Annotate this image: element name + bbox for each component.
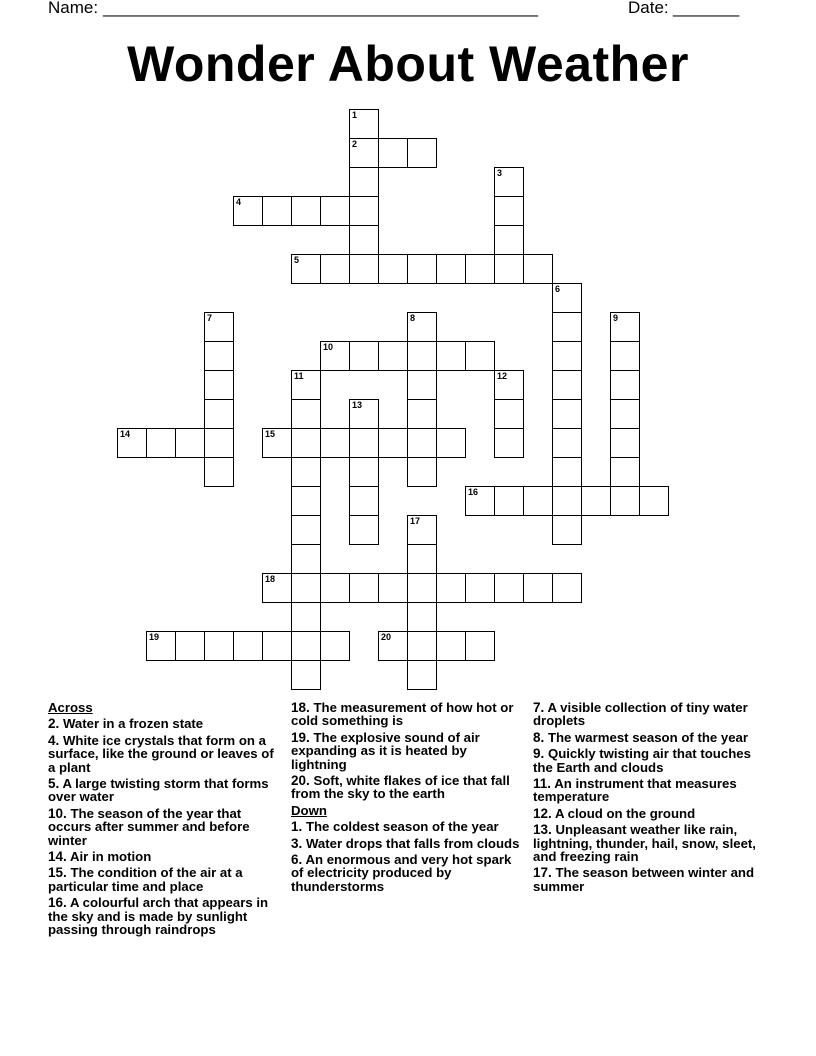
crossword-cell[interactable] [494, 196, 524, 226]
cell-number: 15 [265, 429, 276, 439]
cell-number: 20 [381, 632, 392, 642]
crossword-cell[interactable] [610, 399, 640, 429]
crossword-cell[interactable] [407, 660, 437, 690]
clue-down-8: 8. The warmest season of the year [533, 729, 749, 745]
crossword-cell[interactable] [349, 486, 379, 516]
crossword-cell[interactable] [436, 428, 466, 458]
cell-number: 5 [294, 255, 300, 265]
clue-down-3: 3. Water drops that falls from clouds [291, 835, 520, 851]
clue-across-19: 19. The explosive sound of air expanding as it is heated by lightning [291, 729, 480, 772]
clue-down-13: 13. Unpleasant weather like rain, lightning, thunder, hail, snow, sleet, and freezing rain [533, 822, 756, 865]
crossword-cell[interactable] [175, 631, 205, 661]
crossword-cell[interactable] [349, 457, 379, 487]
crossword-cell[interactable] [146, 631, 176, 661]
crossword-cell[interactable] [552, 573, 582, 603]
crossword-cell[interactable] [552, 515, 582, 545]
clue-across-15: 15. The condition of the air at a particular time and place [48, 865, 243, 894]
crossword-cell[interactable] [291, 631, 321, 661]
crossword-cell[interactable] [349, 109, 379, 139]
clue-down-12: 12. A cloud on the ground [533, 805, 696, 821]
crossword-cell[interactable] [146, 428, 176, 458]
crossword-cell[interactable] [407, 138, 437, 168]
across-heading: Across [48, 700, 93, 715]
crossword-cell[interactable] [407, 631, 437, 661]
clue-across-18: 18. The measurement of how hot or cold something is [291, 700, 514, 729]
clue-across-16: 16. A colourful arch that appears in the sky and is made by sunlight passing through raindrops [48, 895, 269, 938]
crossword-cell[interactable] [552, 486, 582, 516]
crossword-cell[interactable] [320, 631, 350, 661]
crossword-cell[interactable] [320, 254, 350, 284]
clue-down-17: 17. The season between winter and summer [533, 865, 755, 894]
crossword-cell[interactable] [465, 341, 495, 371]
crossword-cell[interactable] [610, 457, 640, 487]
crossword-cell[interactable] [291, 515, 321, 545]
crossword-cell[interactable] [610, 312, 640, 342]
crossword-cell[interactable] [262, 196, 292, 226]
cell-number: 10 [323, 342, 334, 352]
crossword-cell[interactable] [204, 428, 234, 458]
crossword-cell[interactable] [494, 428, 524, 458]
crossword-cell[interactable] [349, 573, 379, 603]
cell-number: 18 [265, 574, 276, 584]
crossword-cell[interactable] [233, 631, 263, 661]
clue-column-1 [48, 701, 280, 940]
crossword-cell[interactable] [204, 312, 234, 342]
crossword-cell[interactable] [320, 428, 350, 458]
crossword-cell[interactable] [407, 428, 437, 458]
crossword-cell[interactable] [465, 254, 495, 284]
crossword-cell[interactable] [465, 573, 495, 603]
crossword-cell[interactable] [552, 428, 582, 458]
cell-number: 7 [207, 313, 213, 323]
crossword-cell[interactable] [610, 341, 640, 371]
clue-down-11: 11. An instrument that measures temperature [533, 776, 737, 805]
crossword-cell[interactable] [349, 254, 379, 284]
crossword-cell[interactable] [436, 341, 466, 371]
crossword-cell[interactable] [494, 225, 524, 255]
clue-column-3 [533, 701, 765, 896]
crossword-cell[interactable] [436, 573, 466, 603]
crossword-cell[interactable] [407, 602, 437, 632]
crossword-cell[interactable] [494, 370, 524, 400]
cell-number: 12 [497, 371, 508, 381]
crossword-cell[interactable] [407, 399, 437, 429]
crossword-cell[interactable] [523, 486, 553, 516]
date-blank[interactable]: _______ [673, 0, 740, 17]
crossword-cell[interactable] [378, 138, 408, 168]
cell-number: 2 [352, 139, 358, 149]
crossword-cell[interactable] [552, 341, 582, 371]
date-label: Date: [628, 0, 669, 17]
clue-across-2: 2. Water in a frozen state [48, 716, 204, 732]
page-title: Wonder About Weather [127, 36, 689, 92]
crossword-cell[interactable] [465, 631, 495, 661]
crossword-cell[interactable] [610, 370, 640, 400]
crossword-cell[interactable] [407, 254, 437, 284]
crossword-cell[interactable] [291, 457, 321, 487]
cell-number: 9 [613, 313, 619, 323]
name-blank[interactable]: ______________________________________________ [103, 0, 538, 17]
crossword-cell[interactable] [378, 631, 408, 661]
crossword-cell[interactable] [523, 254, 553, 284]
crossword-cell[interactable] [291, 254, 321, 284]
down-heading: Down [291, 802, 327, 818]
crossword-cell[interactable] [349, 225, 379, 255]
crossword-cell[interactable] [610, 486, 640, 516]
crossword-cell[interactable] [117, 428, 147, 458]
cell-number: 19 [149, 632, 160, 642]
crossword-cell[interactable] [204, 457, 234, 487]
crossword-cell[interactable] [610, 428, 640, 458]
crossword-cell[interactable] [494, 254, 524, 284]
crossword-cell[interactable] [204, 341, 234, 371]
crossword-cell[interactable] [320, 573, 350, 603]
crossword-cell[interactable] [262, 428, 292, 458]
crossword-cell[interactable] [204, 370, 234, 400]
clue-across-4: 4. White ice crystals that form on a surface, like the ground or leaves of a plant [48, 732, 274, 775]
crossword-cell[interactable] [291, 399, 321, 429]
crossword-cell[interactable] [494, 573, 524, 603]
crossword-cell[interactable] [407, 457, 437, 487]
crossword-cell[interactable] [436, 631, 466, 661]
name-label: Name: [48, 0, 99, 17]
cell-number: 8 [410, 313, 416, 323]
clue-down-9: 9. Quickly twisting air that touches the Earth and clouds [533, 746, 751, 775]
crossword-cell[interactable] [291, 573, 321, 603]
crossword-cell[interactable] [320, 341, 350, 371]
crossword-cell[interactable] [291, 370, 321, 400]
cell-number: 3 [497, 168, 503, 178]
cell-number: 11 [294, 371, 304, 381]
crossword-cell[interactable] [407, 312, 437, 342]
crossword-cell[interactable] [465, 486, 495, 516]
crossword-cell[interactable] [291, 196, 321, 226]
crossword-cell[interactable] [494, 399, 524, 429]
crossword-cell[interactable] [349, 167, 379, 197]
crossword-cell[interactable] [349, 515, 379, 545]
crossword-cell[interactable] [552, 457, 582, 487]
clue-across-20: 20. Soft, white flakes of ice that fall from the sky to the earth [291, 773, 510, 802]
crossword-cell[interactable] [523, 573, 553, 603]
crossword-cell[interactable] [291, 428, 321, 458]
cell-number: 17 [410, 516, 421, 526]
crossword-cell[interactable] [349, 341, 379, 371]
crossword-cell[interactable] [378, 254, 408, 284]
crossword-cell[interactable] [581, 486, 611, 516]
crossword-cell[interactable] [291, 544, 321, 574]
crossword-cell[interactable] [378, 573, 408, 603]
crossword-cell[interactable] [378, 428, 408, 458]
crossword-cell[interactable] [407, 515, 437, 545]
crossword-cell[interactable] [407, 370, 437, 400]
crossword-cell[interactable] [552, 370, 582, 400]
clue-across-14: 14. Air in motion [48, 849, 152, 865]
cell-number: 16 [468, 487, 479, 497]
crossword-cell[interactable] [320, 196, 350, 226]
crossword-cell[interactable] [291, 660, 321, 690]
crossword-cell[interactable] [407, 544, 437, 574]
crossword-cell[interactable] [349, 428, 379, 458]
cell-number: 4 [236, 197, 242, 207]
clue-across-10: 10. The season of the year that occurs after summer and before winter [48, 805, 250, 848]
crossword-cell[interactable] [552, 283, 582, 313]
crossword-cell[interactable] [494, 167, 524, 197]
crossword-cell[interactable] [349, 138, 379, 168]
crossword-cell[interactable] [233, 196, 263, 226]
crossword-cell[interactable] [262, 573, 292, 603]
crossword-cell[interactable] [407, 341, 437, 371]
clue-down-1: 1. The coldest season of the year [291, 819, 499, 835]
clue-down-6: 6. An enormous and very hot spark of electricity produced by thunderstorms [291, 852, 512, 894]
cell-number: 6 [555, 284, 561, 294]
cell-number: 13 [352, 400, 363, 410]
cell-number: 14 [120, 429, 131, 439]
crossword-cell[interactable] [639, 486, 669, 516]
crossword-cell[interactable] [349, 196, 379, 226]
clue-down-7: 7. A visible collection of tiny water droplets [533, 700, 748, 729]
crossword-cell[interactable] [378, 341, 408, 371]
crossword-cell[interactable] [291, 602, 321, 632]
clue-column-2 [291, 701, 521, 896]
crossword-cell[interactable] [291, 486, 321, 516]
crossword-cell[interactable] [175, 428, 205, 458]
crossword-cell[interactable] [552, 312, 582, 342]
crossword-cell[interactable] [204, 399, 234, 429]
crossword-cell[interactable] [407, 573, 437, 603]
crossword-cell[interactable] [262, 631, 292, 661]
crossword-cell[interactable] [552, 399, 582, 429]
crossword-cell[interactable] [436, 254, 466, 284]
clue-across-5: 5. A large twisting storm that forms over water [48, 776, 269, 805]
crossword-cell[interactable] [349, 399, 379, 429]
crossword-cell[interactable] [204, 631, 234, 661]
cell-number: 1 [352, 110, 358, 120]
crossword-cell[interactable] [494, 486, 524, 516]
